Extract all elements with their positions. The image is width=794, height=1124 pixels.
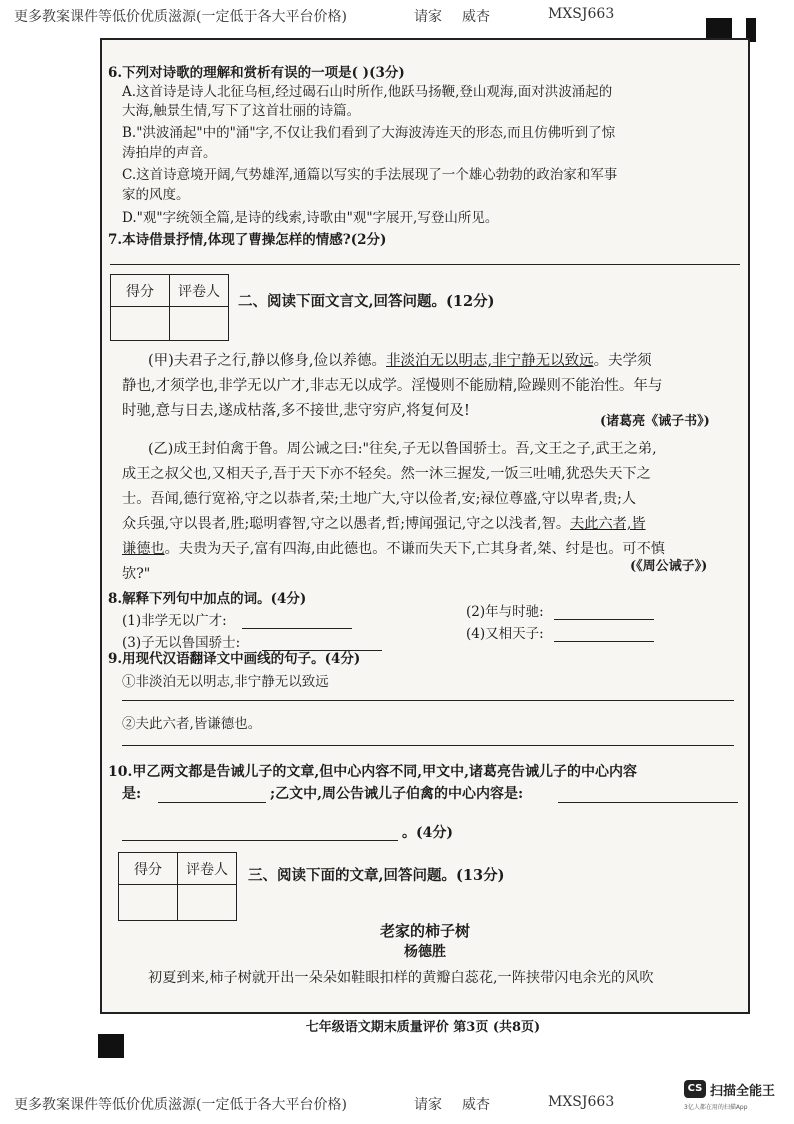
banner-text: 更多教案课件等低价优质滋源(一定低于各大平台价格): [14, 1097, 347, 1113]
score-header: 得分: [119, 853, 178, 885]
answer-line[interactable]: [158, 802, 266, 803]
bottom-banner: [0, 1088, 794, 1124]
score-table: [110, 274, 229, 341]
banner-text: 更多教案课件等低价优质滋源(一定低于各大平台价格): [14, 9, 347, 25]
underlined-sentence: 谦德也: [122, 541, 165, 557]
answer-line[interactable]: [110, 264, 740, 265]
yi-source: (《周公诫子》): [630, 559, 708, 574]
q8-item-2: (2)年与时驰:: [466, 604, 544, 620]
score-cell[interactable]: [119, 885, 178, 921]
banner-name: 威杏: [462, 9, 490, 25]
q6-option-d: D."观"字统领全篇,是诗的线索,诗歌由"观"字展开,写登山所见。: [122, 210, 499, 226]
article-first-line: 初夏到来,柿子树就开出一朵朵如鞋眼扣样的黄瓣白蕊花,一阵挟带闪电余光的风吹: [148, 970, 654, 986]
score-table: [118, 852, 237, 921]
q6-option-c: C.这首诗意境开阔,气势雄浑,通篇以写实的手法展现了一个雄心勃勃的政治家和军事: [122, 167, 618, 183]
grader-cell[interactable]: [170, 307, 229, 341]
article-author: 杨德胜: [404, 944, 446, 960]
section2-title: 二、阅读下面文言文,回答问题。(12分): [238, 293, 495, 310]
yi-line-4: [122, 513, 646, 535]
yi-line-6: 欤?": [122, 566, 151, 582]
top-banner: [0, 0, 794, 30]
grader-header: 评卷人: [170, 275, 229, 307]
jia-source: (诸葛亮《诫子书》): [600, 414, 710, 429]
answer-line[interactable]: [554, 641, 654, 642]
q10-score: 。(4分): [402, 825, 453, 841]
answer-line[interactable]: [558, 802, 738, 803]
q8-stem: 8.解释下列句中加点的词。(4分): [108, 591, 307, 607]
exam-page: [100, 38, 750, 1014]
banner-contact: 请家: [414, 1097, 442, 1113]
answer-line[interactable]: [554, 619, 654, 620]
q10-line-2-text: ;乙文中,周公告诫儿子伯禽的中心内容是:: [270, 786, 524, 802]
answer-line[interactable]: [122, 700, 734, 701]
jia-text: 。夫学须: [593, 353, 652, 369]
underlined-sentence: 夫此六者,皆: [570, 516, 646, 532]
answer-line[interactable]: [242, 628, 352, 629]
answer-line[interactable]: [122, 840, 398, 841]
q6-option-c-cont: 家的风度。: [122, 187, 190, 203]
q7-stem: 7.本诗借景抒情,体现了曹操怎样的情感?(2分): [108, 232, 387, 248]
answer-line[interactable]: [122, 745, 734, 746]
yi-text: 众兵强,守以畏者,胜;聪明睿智,守之以愚者,哲;博闻强记,守之以浅者,智。: [122, 516, 571, 532]
article-title: 老家的柿子树: [379, 922, 470, 940]
section3-title: 三、阅读下面的文章,回答问题。(13分): [248, 867, 505, 884]
q6-stem: 6.下列对诗歌的理解和赏析有误的一项是( )(3分): [108, 65, 405, 81]
camscanner-logo-icon: CS: [684, 1080, 706, 1098]
jia-line-3: 时驰,意与日去,遂成枯落,多不接世,悲守穷庐,将复何及!: [122, 403, 470, 419]
q9-sentence-1: ①非淡泊无以明志,非宁静无以致远: [122, 674, 329, 690]
yi-text: 。夫贵为天子,富有四海,由此德也。不谦而失天下,亡其身者,桀、纣是也。可不慎: [164, 541, 665, 557]
score-header: 得分: [111, 275, 170, 307]
grader-header: 评卷人: [178, 853, 237, 885]
q10-line-2-label: 是:: [122, 786, 142, 802]
camscanner-name: 扫描全能王: [710, 1084, 776, 1099]
yi-line-5: [122, 538, 665, 560]
yi-line-1: (乙)成王封伯禽于鲁。周公诫之曰:"往矣,子无以鲁国骄士。吾,文王之子,武王之弟,: [148, 441, 657, 457]
q10-line-1: 10.甲乙两文都是告诫儿子的文章,但中心内容不同,甲文中,诸葛亮告诫儿子的中心内容: [108, 764, 637, 780]
jia-line-2: 静也,才须学也,非学无以广才,非志无以成学。淫慢则不能励精,险躁则不能治性。年与: [122, 378, 663, 394]
yi-line-3: 士。吾闻,德行宽裕,守之以恭者,荣;土地广大,守以俭者,安;禄位尊盛,守以卑者,贵;人: [122, 491, 637, 507]
page-footer: 七年级语文期末质量评价 第3页 (共8页): [305, 1020, 541, 1035]
q6-option-a: A.这首诗是诗人北征乌桓,经过碣石山时所作,他跃马扬鞭,登山观海,面对洪波涌起的: [122, 84, 613, 100]
banner-name: 威杏: [462, 1097, 490, 1113]
grader-cell[interactable]: [178, 885, 237, 921]
q6-option-a-cont: 大海,触景生情,写下了这首壮丽的诗篇。: [122, 103, 361, 119]
q9-sentence-2: ②夫此六者,皆谦德也。: [122, 716, 262, 732]
camscanner-tagline: 3亿人都在用的扫描App: [684, 1104, 748, 1111]
q6-option-b: B."洪波涌起"中的"涌"字,不仅让我们看到了大海波涛连天的形态,而且仿佛听到了惊: [122, 125, 616, 141]
q9-stem: 9.用现代汉语翻译文中画线的句子。(4分): [108, 651, 361, 667]
yi-line-2: 成王之叔父也,又相天子,吾于天下亦不轻矣。然一沐三握发,一饭三吐哺,犹恐失天下之: [122, 466, 651, 482]
registration-mark: [98, 1034, 124, 1058]
score-cell[interactable]: [111, 307, 170, 341]
jia-line-1: [148, 350, 652, 372]
underlined-sentence: 非淡泊无以明志,非宁静无以致远: [386, 353, 594, 369]
q6-option-b-cont: 涛拍岸的声音。: [122, 145, 217, 161]
banner-code: MXSJ663: [548, 1094, 615, 1110]
q8-item-1: (1)非学无以广才:: [122, 613, 227, 629]
banner-code: MXSJ663: [548, 6, 615, 22]
q8-item-3: (3)子无以鲁国骄士:: [122, 635, 241, 651]
jia-text: (甲)夫君子之行,静以修身,俭以养德。: [148, 353, 387, 369]
q8-item-4: (4)又相天子:: [466, 626, 544, 642]
banner-contact: 请家: [414, 9, 442, 25]
